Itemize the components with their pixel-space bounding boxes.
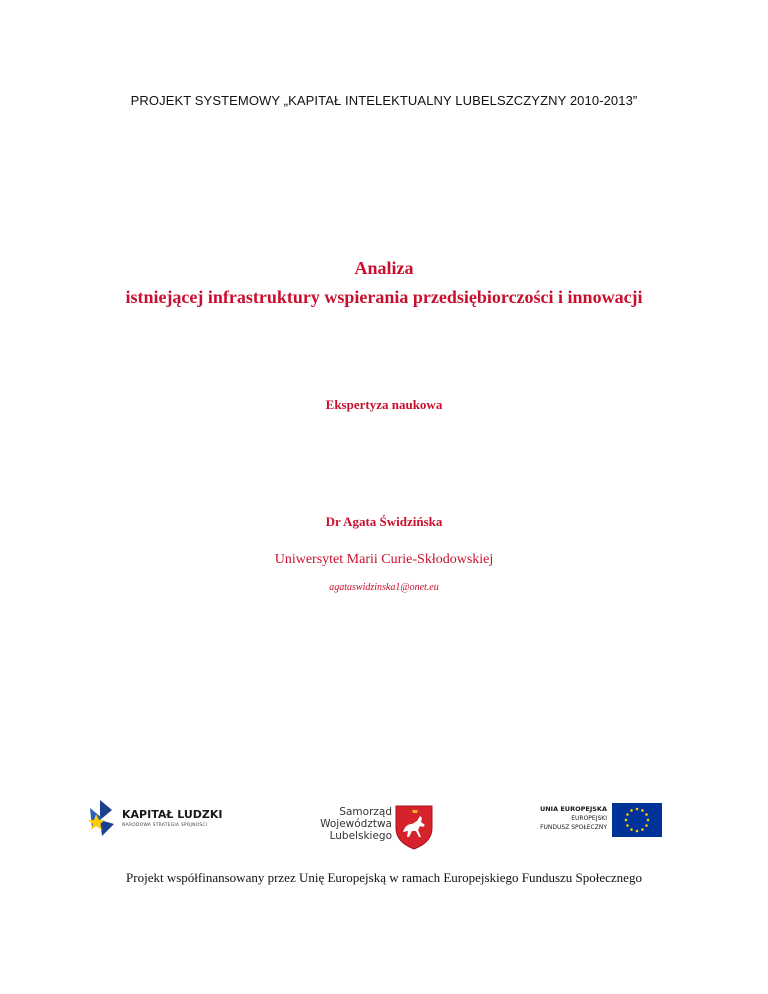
eu-star <box>636 830 639 833</box>
project-header: PROJEKT SYSTEMOWY „KAPITAŁ INTELEKTUALNY LUBELSZCZYZNY 2010-2013” <box>130 93 638 108</box>
eu-star <box>647 819 650 822</box>
eu-star <box>641 809 644 812</box>
eu-line-2: FUNDUSZ SPOŁECZNY <box>540 824 607 831</box>
samorzad-logo <box>322 804 442 854</box>
document-kind: Ekspertyza naukowa <box>325 397 443 412</box>
funding-footer: Projekt współfinansowany przez Unię Europejską w ramach Europejskiego Funduszu Społecznego <box>126 870 642 885</box>
samorzad-line-1: Samorząd <box>339 806 392 818</box>
eu-flag-icon <box>612 803 662 837</box>
kapital-ludzki-subtitle: NARODOWA STRATEGIA SPÓJNOŚCI <box>122 823 208 828</box>
document-subtitle: istniejącej infrastruktury wspierania przedsiębiorczości i innowacji <box>125 287 643 307</box>
eu-line-1: EUROPEJSKI <box>571 815 607 822</box>
eu-star <box>630 828 633 831</box>
eu-star <box>645 824 648 827</box>
author-name: Dr Agata Świdzińska <box>325 514 443 529</box>
eu-star <box>645 813 648 816</box>
eu-star <box>630 809 633 812</box>
kapital-ludzki-name: KAPITAŁ LUDZKI <box>122 808 223 821</box>
lublin-coat-of-arms-icon <box>394 804 434 850</box>
samorzad-line-3: Lubelskiego <box>329 830 392 842</box>
eu-star <box>636 808 639 811</box>
samorzad-text <box>320 806 392 842</box>
eu-star <box>641 828 644 831</box>
author-email[interactable]: agataswidzinska1@onet.eu <box>329 582 439 593</box>
kapital-ludzki-logo <box>88 798 228 838</box>
eu-text <box>540 805 607 832</box>
eu-star <box>625 819 628 822</box>
eu-star <box>626 824 629 827</box>
kapital-ludzki-star-icon <box>88 800 118 836</box>
eu-logo <box>527 801 667 841</box>
eu-star <box>626 813 629 816</box>
document-title: Analiza <box>354 258 414 278</box>
samorzad-line-2: Województwa <box>320 818 392 830</box>
eu-title: UNIA EUROPEJSKA <box>539 805 607 813</box>
author-affiliation: Uniwersytet Marii Curie-Skłodowskiej <box>274 552 494 567</box>
